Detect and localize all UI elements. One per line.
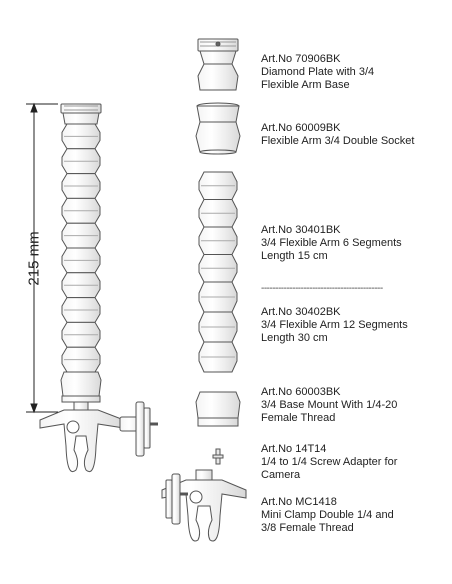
- part-arm-6-segments: [199, 172, 237, 282]
- label-art-no: Art.No 60009BK: [261, 122, 341, 134]
- part-base-mount: [196, 392, 240, 426]
- assembled-segments: [62, 124, 100, 372]
- label-mini-clamp: [261, 496, 394, 535]
- part-screw-adapter: [213, 449, 223, 464]
- label-desc: Mini Clamp Double 1/4 and: [261, 509, 394, 521]
- separator-line: -------------------------------------------: [261, 283, 383, 294]
- label-art-no: Art.No 60003BK: [261, 386, 341, 398]
- label-art-no: Art.No 30402BK: [261, 306, 341, 318]
- label-desc: Female Thread: [261, 412, 336, 424]
- dimension-label: 215 mm: [25, 231, 43, 286]
- label-desc: Diamond Plate with 3/4: [261, 66, 375, 78]
- part-mini-clamp: [162, 470, 246, 541]
- label-desc: Length 15 cm: [261, 250, 328, 262]
- label-desc: 3/8 Female Thread: [261, 522, 354, 534]
- label-desc: 1/4 to 1/4 Screw Adapter for: [261, 456, 398, 468]
- assembled-base-mount: [61, 372, 101, 402]
- label-arm-6-segments: [261, 224, 402, 263]
- label-arm-12-segments: [261, 306, 408, 345]
- label-base-mount: [261, 386, 397, 425]
- label-desc: Length 30 cm: [261, 332, 328, 344]
- label-desc: Flexible Arm 3/4 Double Socket: [261, 135, 415, 147]
- assembled-diamond-plate: [61, 104, 101, 124]
- label-diamond-plate: [261, 53, 374, 92]
- label-desc: 3/4 Flexible Arm 6 Segments: [261, 237, 402, 249]
- label-desc: Flexible Arm Base: [261, 79, 350, 91]
- label-art-no: Art.No 14T14: [261, 443, 327, 455]
- label-art-no: Art.No 70906BK: [261, 53, 341, 65]
- label-desc: 3/4 Flexible Arm 12 Segments: [261, 319, 408, 331]
- label-art-no: Art.No MC1418: [261, 496, 337, 508]
- part-diamond-plate: [198, 39, 238, 90]
- label-double-socket: [261, 122, 414, 148]
- label-art-no: Art.No 30401BK: [261, 224, 341, 236]
- assembled-arm: [40, 104, 158, 472]
- part-arm-12-segments: [199, 282, 237, 372]
- label-screw-adapter: [261, 443, 397, 482]
- part-double-socket: [196, 103, 240, 154]
- label-desc: 3/4 Base Mount With 1/4-20: [261, 399, 398, 411]
- label-desc: Camera: [261, 469, 301, 481]
